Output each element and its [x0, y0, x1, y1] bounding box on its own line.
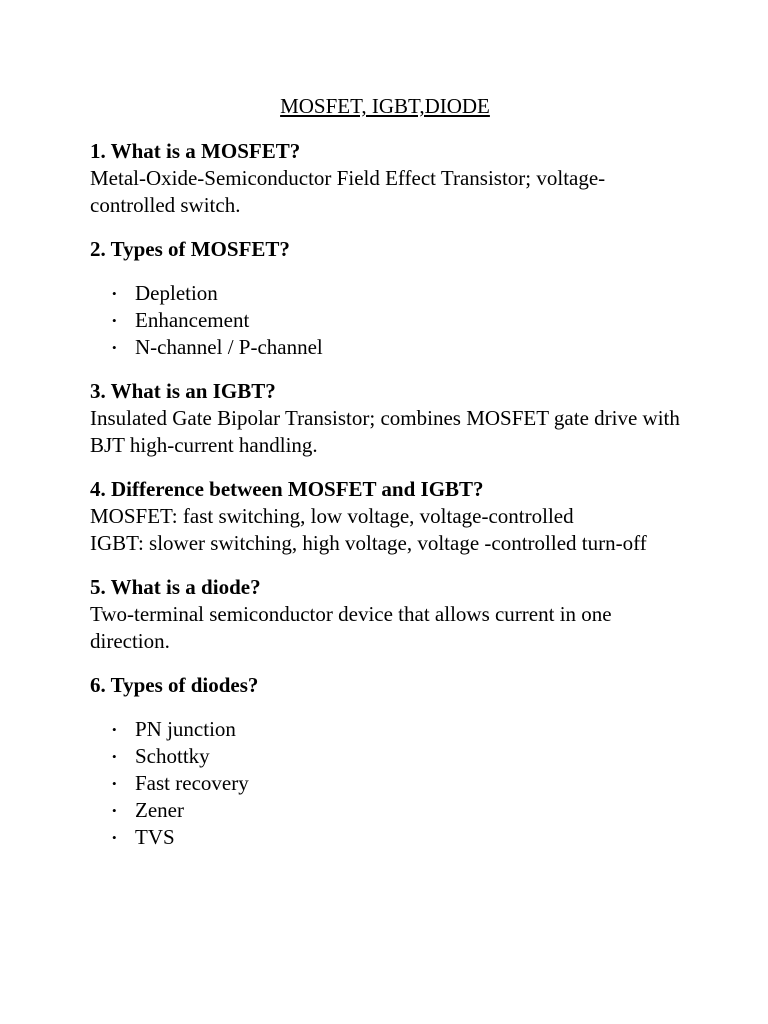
list-item — [90, 824, 680, 851]
list-item-text: Depletion — [135, 281, 218, 305]
bullet-icon: • — [112, 340, 117, 355]
list-item — [90, 307, 680, 334]
bullet-icon: • — [112, 776, 117, 791]
bullet-list — [90, 280, 680, 361]
question-answer: Two-terminal semiconductor device that allows current in one direction. — [90, 602, 612, 653]
list-item — [90, 716, 680, 743]
question-section-6 — [90, 672, 680, 851]
question-answer: Insulated Gate Bipolar Transistor; combines MOSFET gate drive with BJT high-current handling. — [90, 406, 680, 457]
list-item-text: TVS — [135, 825, 175, 849]
question-heading: 4. Difference between MOSFET and IGBT? — [90, 477, 484, 501]
list-item-text: Fast recovery — [135, 771, 249, 795]
question-section-4 — [90, 476, 680, 557]
document-page — [90, 93, 680, 868]
bullet-icon: • — [112, 749, 117, 764]
question-answer: Metal-Oxide-Semiconductor Field Effect Transistor; voltage-controlled switch. — [90, 166, 606, 217]
question-heading: 6. Types of diodes? — [90, 673, 259, 697]
list-item — [90, 280, 680, 307]
bullet-icon: • — [112, 830, 117, 845]
question-section-1 — [90, 138, 680, 219]
list-item-text: PN junction — [135, 717, 236, 741]
question-answer-line: MOSFET: fast switching, low voltage, voltage-controlled — [90, 504, 574, 528]
bullet-icon: • — [112, 286, 117, 301]
list-item-text: N-channel / P-channel — [135, 335, 323, 359]
list-item-text: Schottky — [135, 744, 210, 768]
list-item-text: Enhancement — [135, 308, 250, 332]
list-item — [90, 334, 680, 361]
bullet-icon: • — [112, 722, 117, 737]
question-heading: 2. Types of MOSFET? — [90, 237, 290, 261]
question-section-3 — [90, 378, 680, 459]
question-section-2 — [90, 236, 680, 361]
bullet-icon: • — [112, 313, 117, 328]
list-item — [90, 770, 680, 797]
list-item-text: Zener — [135, 798, 184, 822]
question-answer-line: IGBT: slower switching, high voltage, voltage -controlled turn-off — [90, 531, 647, 555]
list-item — [90, 797, 680, 824]
bullet-icon: • — [112, 803, 117, 818]
question-heading: 3. What is an IGBT? — [90, 379, 276, 403]
bullet-list — [90, 716, 680, 851]
document-title: MOSFET, IGBT,DIODE — [280, 94, 490, 118]
question-heading: 5. What is a diode? — [90, 575, 261, 599]
list-item — [90, 743, 680, 770]
question-heading: 1. What is a MOSFET? — [90, 139, 301, 163]
question-section-5 — [90, 574, 680, 655]
